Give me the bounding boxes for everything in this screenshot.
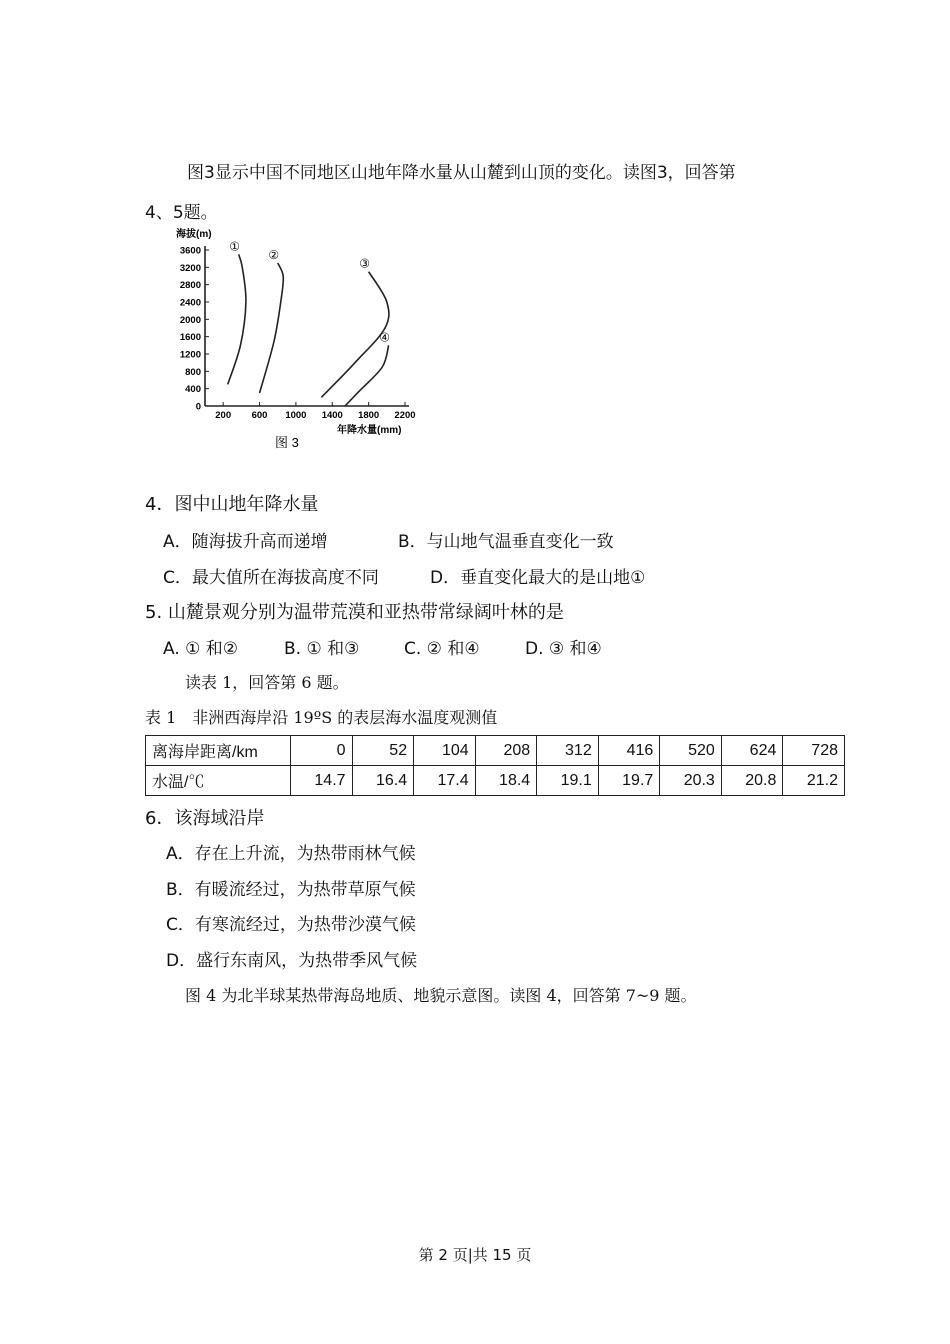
y-tick-label: 2000 — [179, 314, 201, 326]
y-axis-label: 海拔(m) — [176, 229, 212, 240]
table-cell: 18.4 — [475, 766, 537, 796]
q4-option-a: A．随海拔升高而递增 — [163, 532, 328, 552]
x-tick-label: 1000 — [285, 410, 307, 421]
q4-option-b: B．与山地气温垂直变化一致 — [398, 532, 614, 552]
table-cell: 20.8 — [721, 766, 783, 796]
intro-table-1: 读表 1，回答第 6 题。 — [185, 673, 349, 692]
x-tick-label: 1400 — [321, 410, 343, 421]
x-tick-label: 200 — [215, 410, 232, 421]
q4-stem: 4．图中山地年降水量 — [145, 494, 319, 515]
q6-option-c: C．有寒流经过，为热带沙漠气候 — [166, 915, 416, 935]
table-cell: 14.7 — [291, 766, 353, 796]
q4-option-c: C．最大值所在海拔高度不同 — [163, 568, 379, 588]
series-label-1: ① — [229, 239, 241, 254]
intro-line-2: 4、5题。 — [145, 203, 218, 223]
table-cell: 19.7 — [598, 766, 660, 796]
y-tick-label: 1600 — [179, 332, 201, 344]
q5-option-c: C. ② 和④ — [404, 639, 480, 659]
table-cell: 52 — [352, 736, 414, 766]
table-cell: 208 — [475, 736, 537, 766]
table-cell: 21.2 — [783, 766, 845, 796]
q6-option-a: A．存在上升流，为热带雨林气候 — [166, 844, 416, 864]
q6-stem: 6．该海域沿岸 — [145, 808, 265, 829]
table-cell: 104 — [414, 736, 476, 766]
y-tick-label: 3200 — [179, 262, 201, 274]
y-tick-label: 1200 — [179, 349, 201, 361]
table-cell: 728 — [783, 736, 845, 766]
table-cell: 0 — [291, 736, 353, 766]
series-line-4 — [345, 345, 389, 406]
series-line-1 — [228, 254, 246, 384]
table-row-temperature — [146, 766, 845, 796]
figure-3-chart — [170, 222, 420, 452]
x-tick-label: 600 — [251, 410, 268, 421]
row-label-temperature: 水温/℃ — [146, 766, 291, 796]
series-label-2: ② — [268, 248, 280, 262]
table-cell: 20.3 — [660, 766, 722, 796]
q4-option-d: D．垂直变化最大的是山地① — [430, 568, 646, 588]
y-tick-label: 3600 — [179, 245, 201, 257]
table-cell: 19.1 — [537, 766, 599, 796]
intro-figure-4: 图 4 为北半球某热带海岛地质、地貌示意图。读图 4，回答第 7~9 题。 — [185, 986, 697, 1005]
table-1 — [145, 735, 845, 796]
table-row-distance — [146, 736, 845, 766]
q6-option-b: B．有暖流经过，为热带草原气候 — [166, 880, 416, 900]
page-footer: 第 2 页|共 15 页 — [418, 1246, 532, 1264]
y-tick-label: 2400 — [179, 297, 201, 309]
table-cell: 16.4 — [352, 766, 414, 796]
series-label-3: ③ — [359, 256, 371, 271]
y-tick-label: 2800 — [179, 280, 201, 292]
table-cell: 416 — [598, 736, 660, 766]
row-label-distance: 离海岸距离/km — [146, 736, 291, 766]
y-tick-label: 800 — [185, 366, 201, 378]
x-tick-label: 1800 — [358, 410, 380, 421]
q5-stem: 5. 山麓景观分别为温带荒漠和亚热带常绿阔叶林的是 — [145, 602, 564, 623]
q6-option-d: D．盛行东南风，为热带季风气候 — [166, 951, 418, 971]
q5-option-b: B. ① 和③ — [284, 639, 360, 659]
q5-option-a: A. ① 和② — [163, 639, 239, 659]
q5-option-d: D. ③ 和④ — [525, 639, 602, 659]
table-cell: 520 — [660, 736, 722, 766]
table-1-caption: 表 1 非洲西海岸沿 19ºS 的表层海水温度观测值 — [145, 708, 498, 727]
x-tick-label: 2200 — [394, 410, 416, 421]
x-axis-label: 年降水量(mm) — [337, 425, 402, 436]
table-cell: 312 — [537, 736, 599, 766]
table-cell: 17.4 — [414, 766, 476, 796]
figure-caption: 图 3 — [275, 435, 299, 450]
y-tick-label: 400 — [185, 384, 201, 396]
y-tick-label: 0 — [195, 401, 201, 413]
intro-line-1: 图3显示中国不同地区山地年降水量从山麓到山顶的变化。读图3，回答第 — [187, 163, 736, 183]
series-label-4: ④ — [379, 330, 391, 345]
series-line-2 — [260, 263, 284, 393]
table-cell: 624 — [721, 736, 783, 766]
